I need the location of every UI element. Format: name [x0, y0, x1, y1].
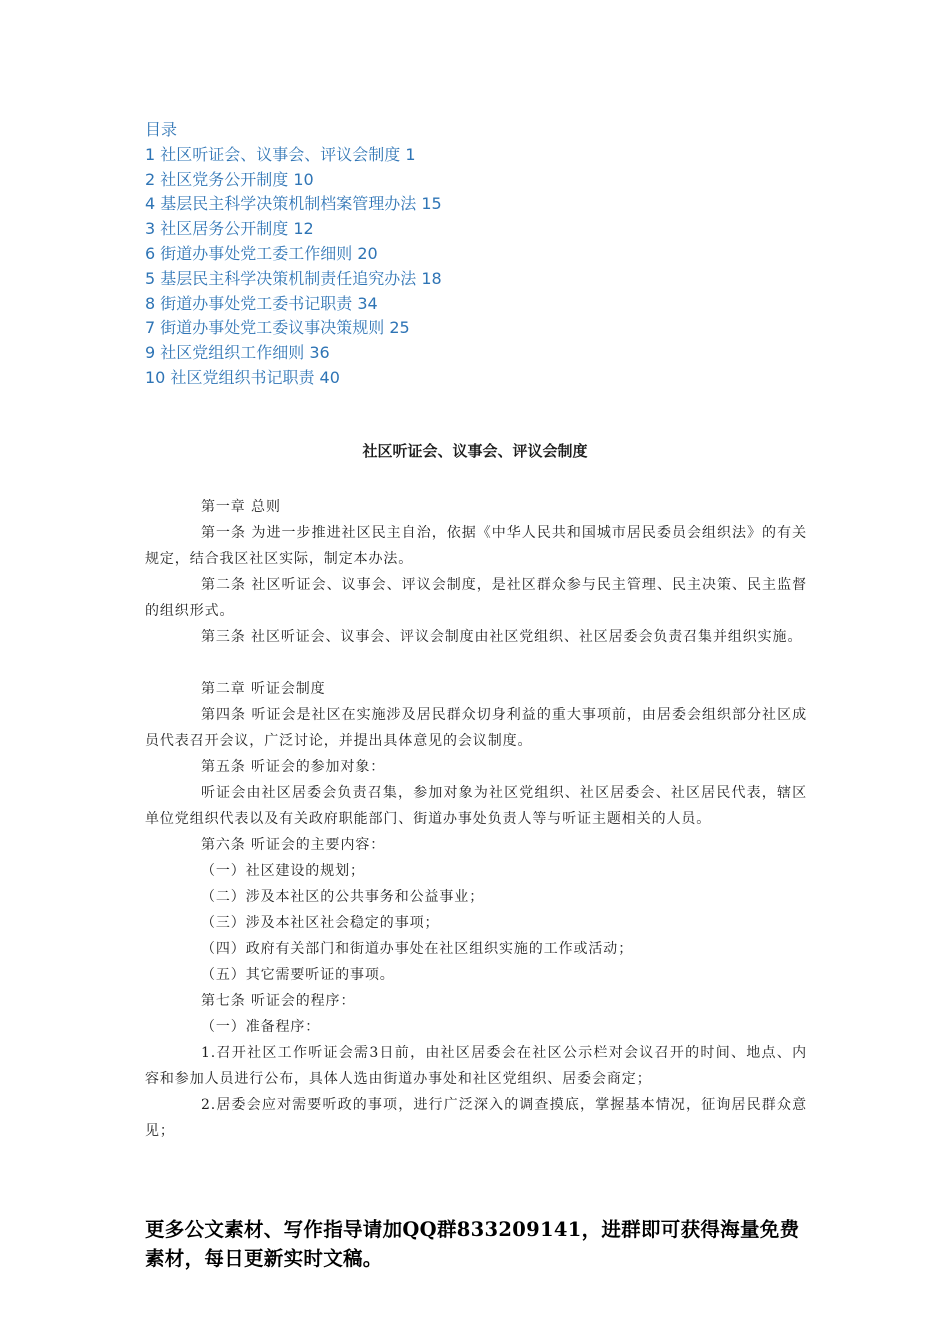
toc-entry[interactable]: 9 社区党组织工作细则 36 [145, 343, 330, 363]
document-title: 社区听证会、议事会、评议会制度 [362, 442, 588, 460]
document-body [145, 494, 807, 1144]
list-item: （五）其它需要听证的事项。 [201, 967, 395, 983]
article-paragraph: 2.居委会应对需要听政的事项，进行广泛深入的调查摸底，掌握基本情况，征询居民群众意见； [145, 1097, 807, 1139]
table-of-contents [145, 118, 805, 391]
list-item: （一）准备程序： [201, 1019, 321, 1035]
article-paragraph: 第四条 听证会是社区在实施涉及居民群众切身利益的重大事项前，由居委会组织部分社区成员代表召开会议，广泛讨论，并提出具体意见的会议制度。 [145, 707, 807, 749]
article-paragraph: 第二条 社区听证会、议事会、评议会制度，是社区群众参与民主管理、民主决策、民主监督的组织形式。 [145, 577, 807, 619]
toc-heading[interactable]: 目录 [145, 120, 178, 139]
article-paragraph: 第一条 为进一步推进社区民主自治，依据《中华人民共和国城市居民委员会组织法》的有关规定，结合我区社区实际，制定本办法。 [145, 525, 807, 567]
article-paragraph: 听证会由社区居委会负责召集，参加对象为社区党组织、社区居委会、社区居民代表，辖区单位党组织代表以及有关政府职能部门、街道办事处负责人等与听证主题相关的人员。 [145, 785, 807, 827]
toc-entry[interactable]: 7 街道办事处党工委议事决策规则 25 [145, 318, 410, 338]
list-item: （一）社区建设的规划； [201, 863, 365, 879]
promo-banner: 更多公文素材、写作指导请加QQ群833209141，进群即可获得海量免费素材，每日更新实时文稿。 [145, 1218, 800, 1270]
toc-entry[interactable]: 3 社区居务公开制度 12 [145, 219, 314, 239]
toc-entry[interactable]: 8 街道办事处党工委书记职责 34 [145, 293, 378, 313]
article-paragraph: 第六条 听证会的主要内容： [201, 837, 386, 853]
list-item: （四）政府有关部门和街道办事处在社区组织实施的工作或活动； [201, 941, 634, 957]
toc-entry[interactable]: 4 基层民主科学决策机制档案管理办法 15 [145, 194, 442, 214]
article-paragraph: 第七条 听证会的程序： [201, 993, 356, 1009]
paragraph-spacer [145, 650, 807, 676]
article-paragraph: 第五条 听证会的参加对象： [201, 759, 386, 775]
chapter-heading: 第一章 总则 [201, 499, 281, 515]
toc-entry[interactable]: 5 基层民主科学决策机制责任追究办法 18 [145, 268, 442, 288]
article-paragraph: 1.召开社区工作听证会需3日前，由社区居委会在社区公示栏对会议召开的时间、地点、内容和参加人员进行公布，具体人选由街道办事处和社区党组织、居委会商定； [145, 1045, 807, 1087]
article-paragraph: 第三条 社区听证会、议事会、评议会制度由社区党组织、社区居委会负责召集并组织实施。 [201, 629, 803, 645]
toc-entry[interactable]: 6 街道办事处党工委工作细则 20 [145, 243, 378, 263]
chapter-heading: 第二章 听证会制度 [201, 681, 326, 697]
toc-entry[interactable]: 10 社区党组织书记职责 40 [145, 367, 340, 387]
list-item: （二）涉及本社区的公共事务和公益事业； [201, 889, 485, 905]
toc-entry[interactable]: 1 社区听证会、议事会、评议会制度 1 [145, 144, 416, 164]
toc-entry[interactable]: 2 社区党务公开制度 10 [145, 169, 314, 189]
list-item: （三）涉及本社区社会稳定的事项； [201, 915, 440, 931]
